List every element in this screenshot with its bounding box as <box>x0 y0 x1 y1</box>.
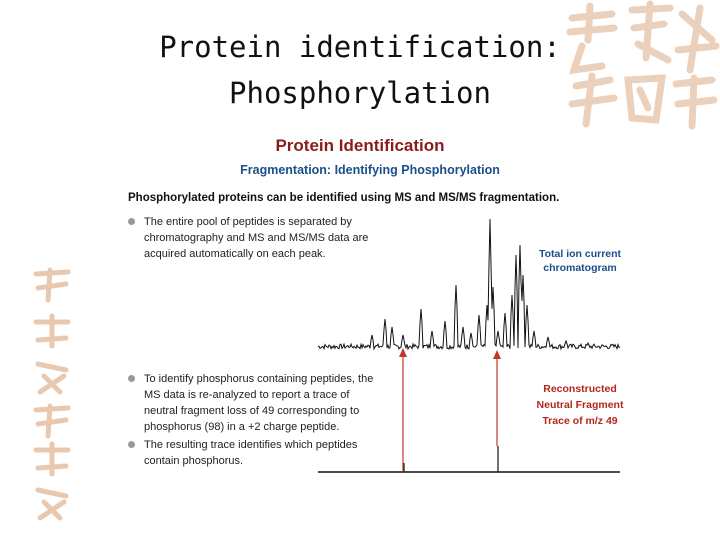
bullet-1-line-2: chromatography and MS and MS/MS data are <box>144 232 369 244</box>
bullet-3-line-1: The resulting trace identifies which peptides <box>144 439 358 451</box>
figure-heading: Protein Identification <box>275 136 445 155</box>
up-arrow-icon <box>493 350 501 446</box>
tic-label-line-1: Total ion current <box>538 248 622 260</box>
bullet-2-line-2: MS data is re-analyzed to report a trace of <box>144 389 350 401</box>
trace-label-line-1: Reconstructed <box>543 383 617 395</box>
tic-label-line-2: chromatogram <box>543 262 617 274</box>
figure-intro: Phosphorylated proteins can be identified using MS and MS/MS fragmentation. <box>128 192 560 204</box>
slide-title-line-1: Protein identification: <box>159 30 561 64</box>
slide-title-line-2: Phosphorylation <box>229 76 491 110</box>
bullet-3-line-2: contain phosphorus. <box>144 455 244 467</box>
bullet-2-line-3: neutral fragment loss of 49 corresponding to <box>144 405 360 417</box>
bullet-2-line-1: To identify phosphorus containing peptides, the <box>144 373 374 385</box>
bullet-2-line-4: phosphorus (98) in a +2 charge peptide. <box>144 421 340 433</box>
total-ion-current-trace <box>318 219 620 349</box>
trace-label-line-3: Trace of m/z 49 <box>542 415 618 427</box>
bullet-1-line-3: acquired automatically on each peak. <box>144 248 326 260</box>
up-arrow-icon <box>399 348 407 472</box>
trace-label-line-2: Neutral Fragment <box>536 399 624 411</box>
figure-subheading: Fragmentation: Identifying Phosphorylation <box>240 163 500 177</box>
bullet-1-line-1: The entire pool of peptides is separated by <box>144 216 352 228</box>
